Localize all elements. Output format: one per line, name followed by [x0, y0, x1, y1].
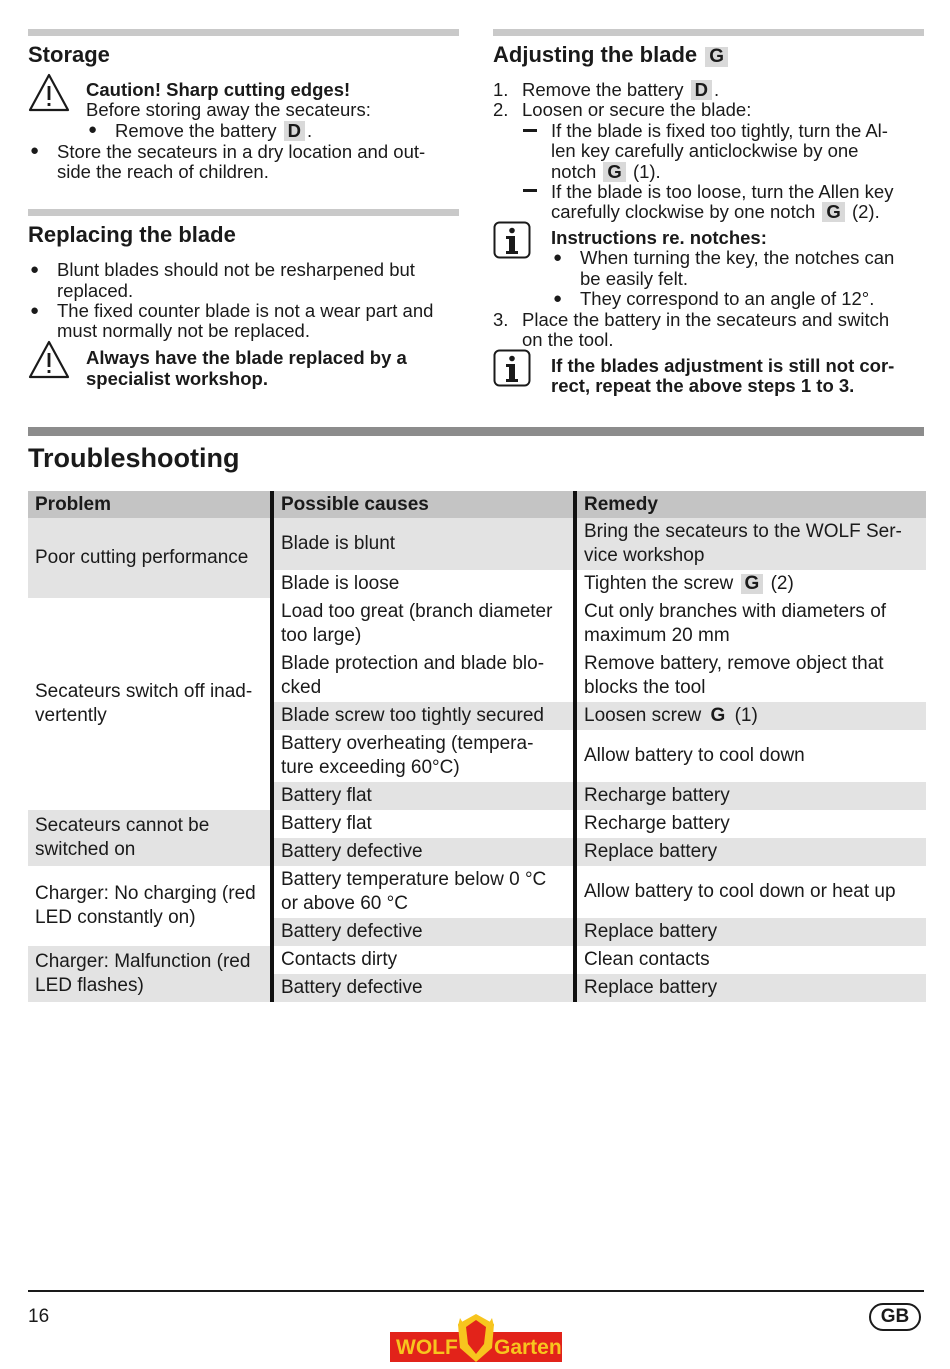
cause-cell: Battery defective	[272, 918, 575, 946]
adjusting-heading	[493, 42, 730, 68]
info2-line1: If the blades adjustment is still not cor-	[551, 355, 895, 376]
logo-left-text: WOLF	[396, 1336, 458, 1359]
cause-cell: Battery flat	[272, 810, 575, 838]
info1-b2: They correspond to an angle of 12°.	[580, 288, 875, 309]
replacing-b2-line1: The fixed counter blade is not a wear part and	[57, 300, 434, 321]
bullet-dot	[553, 249, 562, 266]
ref-g-label: G	[741, 574, 764, 594]
footer-rule	[28, 1290, 924, 1292]
remedy-cell: Cut only branches with diameters of maximum 20 mm	[575, 598, 926, 650]
adjusting-heading-text: Adjusting the blade	[493, 42, 698, 67]
storage-sub-bullet: Remove the battery D .	[115, 120, 313, 141]
remedy-cell: Allow battery to cool down	[575, 730, 926, 782]
table-header-row	[28, 491, 926, 518]
dash2-suffix: (2).	[851, 201, 880, 222]
replacing-heading: Replacing the blade	[28, 222, 236, 247]
dash2-line1: If the blade is too loose, turn the Allen key	[551, 181, 894, 202]
remedy-cell: Replace battery	[575, 838, 926, 866]
remedy-cell: Allow battery to cool down or heat up	[575, 866, 926, 918]
table-row	[28, 810, 926, 838]
cause-cell: Battery temperature below 0 °C or above 60 °C	[272, 866, 575, 918]
info1-b1-line1: When turning the key, the notches can	[580, 247, 895, 268]
troubleshooting-rule	[28, 427, 924, 436]
cause-cell: Battery defective	[272, 974, 575, 1002]
remedy-cell: Remove battery, remove object that blocks the tool	[575, 650, 926, 702]
storage-sub-bullet-text: Remove the battery	[115, 120, 277, 141]
remedy-cell: Bring the secateurs to the WOLF Ser-vice workshop	[575, 518, 926, 570]
cause-cell: Battery overheating (tempera-ture exceeding 60°C)	[272, 730, 575, 782]
cause-cell: Contacts dirty	[272, 946, 575, 974]
step1-text: Remove the battery	[522, 79, 684, 100]
header-problem: Problem	[28, 491, 272, 518]
problem-cell: Poor cutting performance	[28, 518, 272, 598]
remedy-cell: Replace battery	[575, 918, 926, 946]
storage-heading: Storage	[28, 42, 110, 67]
dash1-suffix: (1).	[632, 161, 661, 182]
remedy-suffix: (1)	[734, 705, 758, 726]
replacing-b1-line1: Blunt blades should not be resharpened but	[57, 259, 415, 280]
step1: Remove the battery D .	[522, 79, 720, 100]
info1-title: Instructions re. notches:	[551, 227, 767, 248]
bullet-dot	[30, 302, 39, 319]
ref-g-label: G	[705, 47, 728, 67]
bullet-dot	[553, 290, 562, 307]
table-row	[28, 946, 926, 974]
info1-b1-line2: be easily felt.	[580, 268, 688, 289]
dash2-line2-text: carefully clockwise by one notch	[551, 201, 816, 222]
remedy-cell: Replace battery	[575, 974, 926, 1002]
ref-g-label: G	[603, 162, 625, 182]
bullet-dot	[30, 142, 39, 159]
cause-cell: Battery flat	[272, 782, 575, 810]
storage-bullet-line1: Store the secateurs in a dry location and out-	[57, 141, 426, 162]
remedy-cell: Clean contacts	[575, 946, 926, 974]
step3-line2: on the tool.	[522, 329, 614, 350]
dash2-line2	[551, 202, 880, 223]
caution-title: Caution! Sharp cutting edges!	[86, 79, 351, 100]
dash-marker	[523, 129, 537, 132]
step2-number: 2.	[493, 99, 509, 120]
remedy-text: Loosen screw	[584, 705, 702, 726]
info-icon	[493, 221, 531, 259]
storage-bullet-line2: side the reach of children.	[57, 161, 269, 182]
remedy-cell: Recharge battery	[575, 782, 926, 810]
ref-g-label: G	[710, 705, 726, 726]
problem-cell: Secateurs cannot be switched on	[28, 810, 272, 866]
dash1-line2: len key carefully anticlockwise by one	[551, 140, 859, 161]
info2-line2: rect, repeat the above steps 1 to 3.	[551, 375, 855, 396]
cause-cell: Load too great (branch diameter too large)	[272, 598, 575, 650]
step1-number: 1.	[493, 79, 509, 100]
wolf-garten-logo	[388, 1308, 564, 1369]
troubleshooting-table	[28, 491, 926, 1002]
table-row	[28, 518, 926, 570]
replacing-warn-line2: specialist workshop.	[86, 368, 268, 389]
ref-d-label: D	[284, 121, 305, 141]
logo-right-text: Garten	[494, 1336, 562, 1359]
troubleshooting-heading: Troubleshooting	[28, 443, 240, 473]
warning-icon	[28, 340, 70, 380]
replacing-b1-line2: replaced.	[57, 280, 134, 301]
storage-rule	[28, 29, 459, 36]
cause-cell: Blade protection and blade blo-cked	[272, 650, 575, 702]
dash1-line3	[551, 162, 661, 183]
page-number: 16	[28, 1306, 50, 1327]
cause-cell: Battery defective	[272, 838, 575, 866]
table-row	[28, 598, 926, 650]
ref-g-label: G	[822, 202, 844, 222]
remedy-text: Tighten the screw	[584, 573, 734, 594]
remedy-cell	[575, 570, 926, 598]
language-badge: GB	[869, 1303, 921, 1331]
header-remedy: Remedy	[575, 491, 926, 518]
dash1-line3-text: notch	[551, 161, 597, 182]
remedy-suffix: (2)	[770, 573, 794, 594]
table-row	[28, 866, 926, 918]
problem-cell: Charger: No charging (red LED constantly on)	[28, 866, 272, 946]
ref-d-label: D	[691, 80, 712, 100]
problem-cell: Charger: Malfunction (red LED flashes)	[28, 946, 272, 1002]
header-causes: Possible causes	[272, 491, 575, 518]
step2-text: Loosen or secure the blade:	[522, 99, 752, 120]
dash1-line1: If the blade is fixed too tightly, turn the Al-	[551, 120, 888, 141]
cause-cell: Blade is blunt	[272, 518, 575, 570]
adjusting-rule	[493, 29, 924, 36]
step3-line1: Place the battery in the secateurs and switch	[522, 309, 890, 330]
remedy-cell	[575, 702, 926, 730]
replacing-b2-line2: must normally not be replaced.	[57, 320, 310, 341]
caution-text: Before storing away the secateurs:	[86, 99, 371, 120]
warning-icon	[28, 73, 70, 113]
step3-number: 3.	[493, 309, 509, 330]
bullet-dot	[30, 261, 39, 278]
cause-cell: Blade is loose	[272, 570, 575, 598]
info-icon	[493, 349, 531, 387]
replacing-warn-line1: Always have the blade replaced by a	[86, 347, 407, 368]
replacing-rule	[28, 209, 459, 216]
remedy-cell: Recharge battery	[575, 810, 926, 838]
dash-marker	[523, 189, 537, 192]
cause-cell: Blade screw too tightly secured	[272, 702, 575, 730]
bullet-dot	[88, 121, 97, 138]
problem-cell: Secateurs switch off inad-vertently	[28, 598, 272, 810]
